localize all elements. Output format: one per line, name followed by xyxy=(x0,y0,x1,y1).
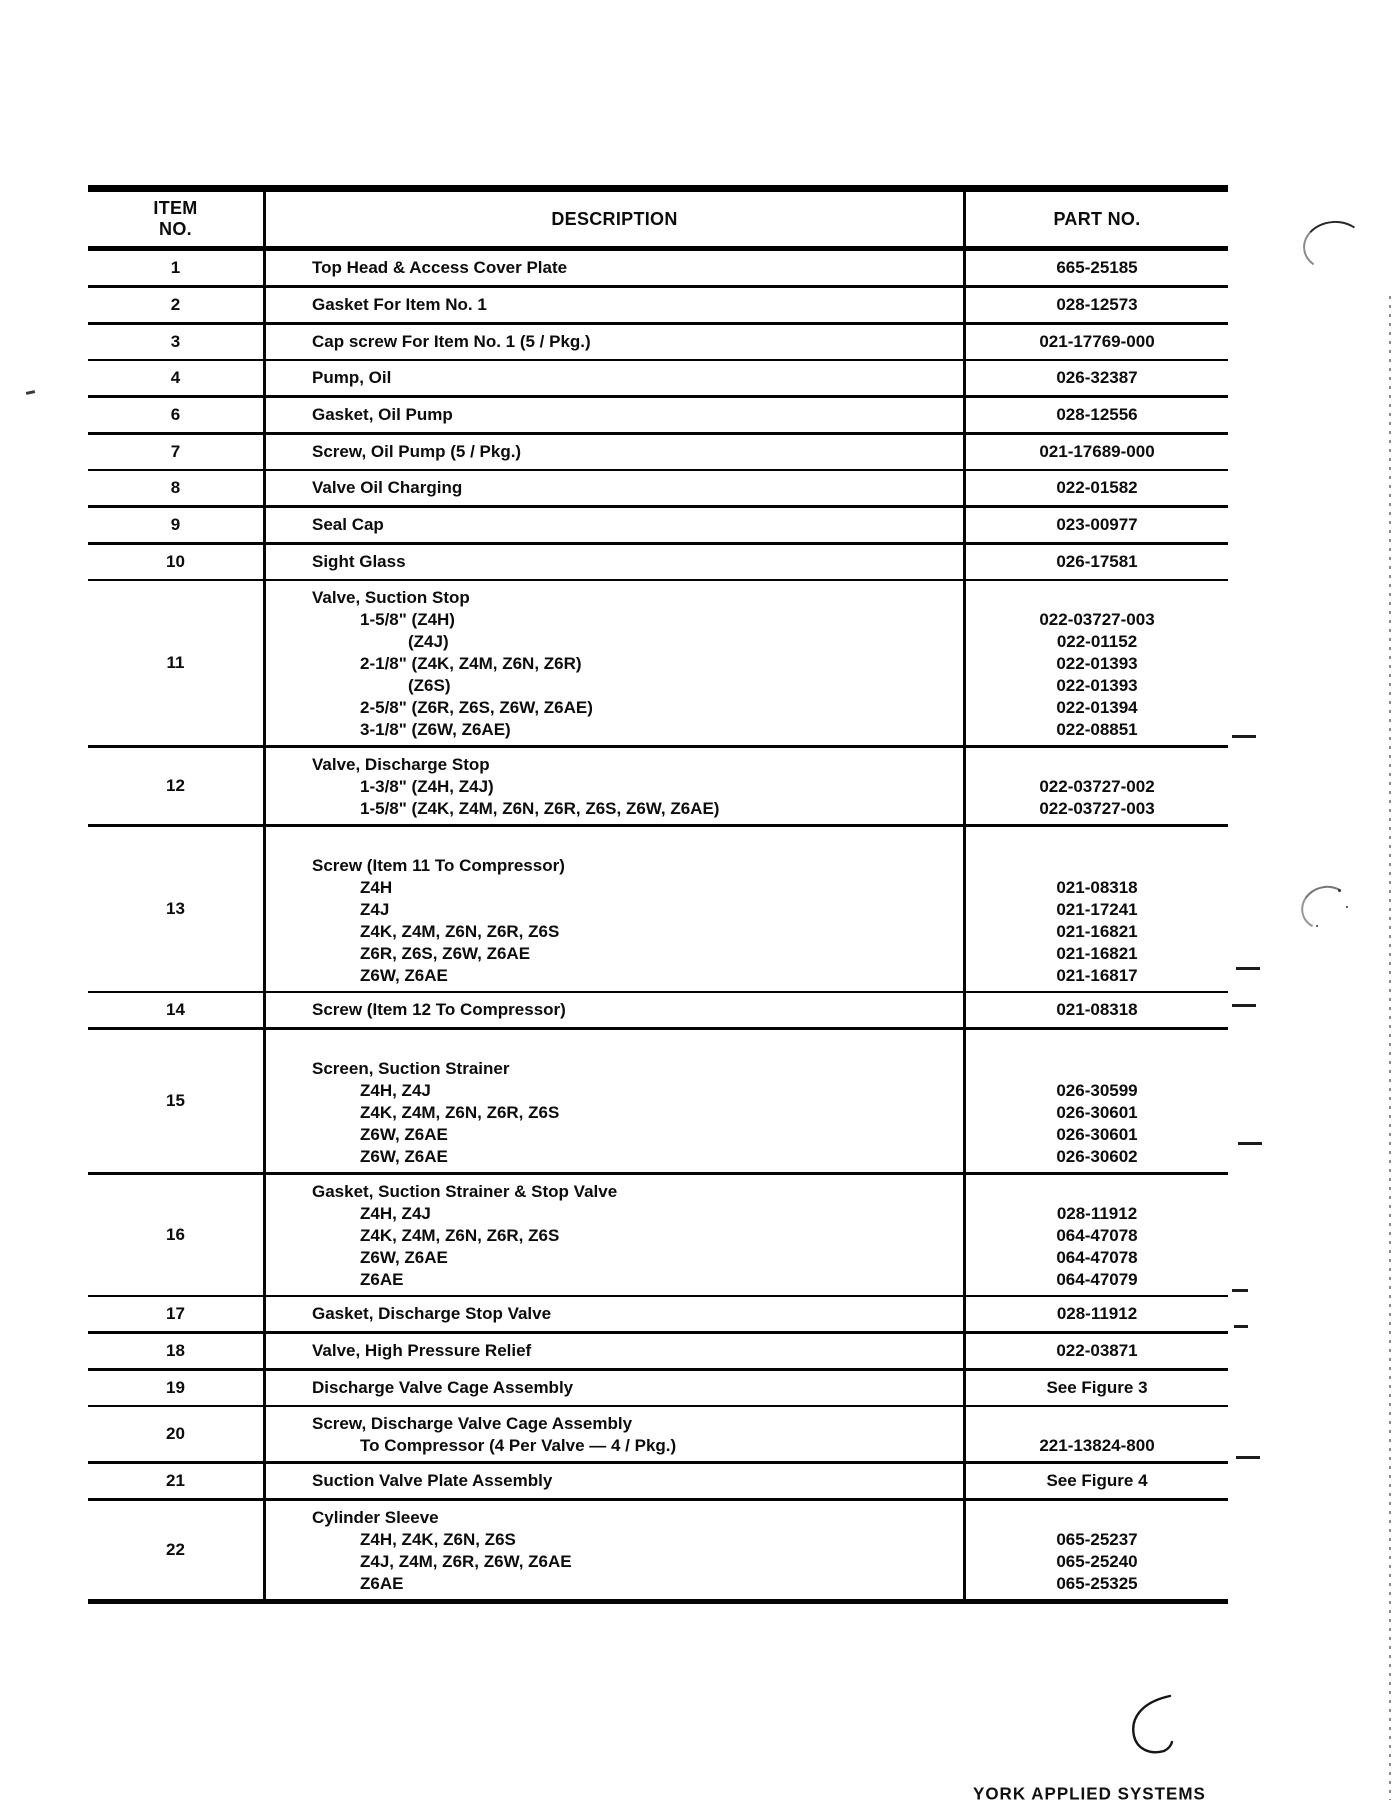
item-no-cell: 21 xyxy=(166,1471,185,1490)
parts-table xyxy=(88,185,1228,1604)
table-row xyxy=(88,251,1228,288)
description-line: Z4K, Z4M, Z6N, Z6R, Z6S xyxy=(360,1103,560,1122)
description-cell xyxy=(263,1030,963,1172)
part-no-line: 065-25237 xyxy=(1056,1530,1138,1549)
table-row xyxy=(88,1464,1228,1501)
part-no-line: 023-00977 xyxy=(1056,515,1138,534)
part-no-line xyxy=(966,1058,1228,1080)
description-cell xyxy=(263,325,963,359)
table-row xyxy=(88,1371,1228,1407)
table-row xyxy=(88,398,1228,435)
description-cell xyxy=(263,508,963,542)
description-line: To Compressor (4 Per Valve — 4 / Pkg.) xyxy=(360,1436,677,1455)
table-row xyxy=(88,1175,1228,1297)
part-no-cell xyxy=(963,288,1228,322)
part-no-line: 064-47079 xyxy=(1056,1270,1138,1289)
part-no-line: 022-03727-003 xyxy=(1039,799,1155,818)
table-row xyxy=(88,1297,1228,1334)
description-line: Seal Cap xyxy=(312,515,384,534)
description-line: Gasket, Suction Strainer & Stop Valve xyxy=(312,1182,618,1201)
description-line: 2-5/8" (Z6R, Z6S, Z6W, Z6AE) xyxy=(360,698,593,717)
item-no-header-line2: NO. xyxy=(159,219,192,239)
part-no-line xyxy=(966,833,1228,855)
description-line: Pump, Oil xyxy=(312,368,392,387)
part-no-cell xyxy=(963,435,1228,469)
description-line: Screw (Item 11 To Compressor) xyxy=(312,856,565,875)
item-no-header-line1: ITEM xyxy=(153,198,198,218)
table-row xyxy=(88,1334,1228,1371)
description-line: Gasket, Oil Pump xyxy=(312,405,453,424)
part-no-line: 022-01582 xyxy=(1056,478,1138,497)
description-cell xyxy=(263,251,963,285)
description-line: 1-5/8" (Z4K, Z4M, Z6N, Z6R, Z6S, Z6W, Z6AE) xyxy=(360,799,720,818)
description-line xyxy=(312,833,955,855)
part-no-line: 026-30601 xyxy=(1056,1125,1138,1144)
description-line: Sight Glass xyxy=(312,552,406,571)
part-no-cell xyxy=(963,1334,1228,1368)
part-no-line: 021-16817 xyxy=(1056,966,1138,985)
scan-artifact-dotted-line xyxy=(1389,296,1391,1800)
part-no-line: 022-03871 xyxy=(1056,1341,1138,1360)
description-line: Z4H, Z4J xyxy=(360,1081,431,1100)
part-no-cell xyxy=(963,993,1228,1027)
item-no-header xyxy=(88,192,263,246)
item-no-cell: 4 xyxy=(170,368,181,387)
part-no-line xyxy=(966,754,1228,776)
item-no-cell: 2 xyxy=(170,295,181,314)
part-no-line: 021-17241 xyxy=(1056,900,1138,919)
description-line: Z6W, Z6AE xyxy=(360,966,448,985)
description-line: 1-3/8" (Z4H, Z4J) xyxy=(360,777,494,796)
description-cell xyxy=(263,1407,963,1461)
description-header: DESCRIPTION xyxy=(263,192,963,246)
part-no-cell xyxy=(963,1175,1228,1295)
description-cell xyxy=(263,1175,963,1295)
description-line: Valve, Discharge Stop xyxy=(312,755,490,774)
part-no-cell xyxy=(963,1501,1228,1599)
description-line: Valve Oil Charging xyxy=(312,478,463,497)
part-no-line: 022-08851 xyxy=(1056,720,1138,739)
part-no-line: 064-47078 xyxy=(1056,1226,1138,1245)
item-no-cell: 19 xyxy=(166,1378,185,1397)
part-no-line: 028-11912 xyxy=(1056,1204,1138,1223)
description-cell xyxy=(263,1501,963,1599)
part-no-line: 026-30599 xyxy=(1056,1081,1138,1100)
table-row xyxy=(88,288,1228,325)
item-no-cell: 16 xyxy=(166,1225,185,1244)
description-line: 3-1/8" (Z6W, Z6AE) xyxy=(360,720,511,739)
scan-artifact-dot xyxy=(1316,925,1318,927)
item-no-cell: 10 xyxy=(166,552,185,571)
part-no-line: 022-01393 xyxy=(1056,676,1138,695)
table-row xyxy=(88,581,1228,748)
item-no-cell: 12 xyxy=(166,776,185,795)
description-line: Z4J, Z4M, Z6R, Z6W, Z6AE xyxy=(360,1552,572,1571)
item-no-cell: 6 xyxy=(170,405,181,424)
footer-publisher-text: YORK APPLIED SYSTEMS xyxy=(973,1784,1206,1800)
description-line: 1-5/8" (Z4H) xyxy=(360,610,455,629)
part-no-line: 021-16821 xyxy=(1056,944,1138,963)
part-no-cell xyxy=(963,361,1228,395)
item-no-cell: 8 xyxy=(170,478,181,497)
description-line: Z4H, Z4K, Z6N, Z6S xyxy=(360,1530,516,1549)
part-no-cell xyxy=(963,471,1228,505)
part-no-line: 021-08318 xyxy=(1056,1000,1138,1019)
table-row xyxy=(88,508,1228,545)
part-no-line: 022-03727-002 xyxy=(1039,777,1155,796)
part-no-cell xyxy=(963,325,1228,359)
description-line: (Z6S) xyxy=(408,676,451,695)
part-no-line: See Figure 3 xyxy=(1046,1378,1148,1397)
description-line: Z6W, Z6AE xyxy=(360,1147,448,1166)
part-no-cell xyxy=(963,398,1228,432)
part-no-line: 022-01152 xyxy=(1056,632,1138,651)
scan-artifact-squiggle xyxy=(1296,881,1355,936)
description-line: Z4J xyxy=(360,900,390,919)
description-line: Z6AE xyxy=(360,1574,404,1593)
part-no-line: 665-25185 xyxy=(1056,258,1138,277)
description-line: Screen, Suction Strainer xyxy=(312,1059,510,1078)
table-row xyxy=(88,545,1228,581)
part-no-cell xyxy=(963,1464,1228,1498)
part-no-line: 021-17769-000 xyxy=(1039,332,1155,351)
part-no-line xyxy=(966,1181,1228,1203)
table-row xyxy=(88,1501,1228,1604)
part-no-line: 026-17581 xyxy=(1056,552,1138,571)
description-cell xyxy=(263,993,963,1027)
part-no-cell xyxy=(963,545,1228,579)
description-cell xyxy=(263,1334,963,1368)
scan-artifact-tick xyxy=(1236,1456,1260,1459)
description-cell xyxy=(263,545,963,579)
scan-artifact-mark xyxy=(26,390,35,395)
description-line: Screw (Item 12 To Compressor) xyxy=(312,1000,566,1019)
description-line: Gasket, Discharge Stop Valve xyxy=(312,1304,552,1323)
part-no-line: 064-47078 xyxy=(1056,1248,1138,1267)
scan-artifact-tick xyxy=(1232,1289,1248,1292)
part-no-line: 022-01394 xyxy=(1056,698,1138,717)
table-row xyxy=(88,827,1228,993)
description-line: Z4K, Z4M, Z6N, Z6R, Z6S xyxy=(360,922,560,941)
description-line: Discharge Valve Cage Assembly xyxy=(312,1378,574,1397)
description-line xyxy=(312,1036,955,1058)
description-line: Z6R, Z6S, Z6W, Z6AE xyxy=(360,944,531,963)
description-line: Z6AE xyxy=(360,1270,404,1289)
description-line: (Z4J) xyxy=(408,632,449,651)
part-no-line: 021-17689-000 xyxy=(1039,442,1155,461)
description-line: Suction Valve Plate Assembly xyxy=(312,1471,553,1490)
part-no-line xyxy=(966,1507,1228,1529)
description-cell xyxy=(263,361,963,395)
part-no-line: 026-30602 xyxy=(1056,1147,1138,1166)
description-cell xyxy=(263,471,963,505)
item-no-cell: 7 xyxy=(170,442,181,461)
table-row xyxy=(88,993,1228,1030)
description-line: Z4H, Z4J xyxy=(360,1204,431,1223)
description-line: Z6W, Z6AE xyxy=(360,1125,448,1144)
part-no-cell xyxy=(963,1297,1228,1331)
item-no-cell: 22 xyxy=(166,1540,185,1559)
description-line: Screw, Oil Pump (5 / Pkg.) xyxy=(312,442,522,461)
scan-artifact-tick xyxy=(1232,1004,1256,1007)
description-cell xyxy=(263,581,963,745)
part-no-line xyxy=(966,1036,1228,1058)
part-no-line: 028-12556 xyxy=(1056,405,1138,424)
part-no-cell xyxy=(963,1407,1228,1461)
part-no-line: See Figure 4 xyxy=(1046,1471,1148,1490)
scan-artifact-dot xyxy=(1338,889,1341,892)
description-line: Z6W, Z6AE xyxy=(360,1248,448,1267)
part-no-line: 021-16821 xyxy=(1056,922,1138,941)
item-no-cell: 11 xyxy=(166,653,185,672)
table-row xyxy=(88,1407,1228,1464)
description-cell xyxy=(263,398,963,432)
part-no-line xyxy=(966,1413,1228,1435)
part-no-line: 028-11912 xyxy=(1056,1304,1138,1323)
description-cell xyxy=(263,1371,963,1405)
part-no-cell xyxy=(963,581,1228,745)
scan-artifact-tick xyxy=(1238,1142,1262,1145)
description-cell xyxy=(263,1464,963,1498)
part-no-line: 026-30601 xyxy=(1056,1103,1138,1122)
part-no-cell xyxy=(963,827,1228,991)
scan-artifact-tick xyxy=(1234,1325,1248,1328)
item-no-cell: 9 xyxy=(170,515,181,534)
table-row xyxy=(88,471,1228,508)
part-no-cell xyxy=(963,251,1228,285)
item-no-cell: 1 xyxy=(170,258,181,277)
scan-artifact-dot xyxy=(1346,906,1348,908)
part-no-line: 021-08318 xyxy=(1056,878,1138,897)
part-no-line: 221-13824-800 xyxy=(1039,1436,1155,1455)
scan-artifact-arc xyxy=(1301,218,1368,274)
part-no-line: 028-12573 xyxy=(1056,295,1138,314)
scan-artifact-tick xyxy=(1232,735,1256,738)
description-cell xyxy=(263,288,963,322)
part-no-cell xyxy=(963,748,1228,824)
item-no-cell: 17 xyxy=(166,1304,185,1323)
part-no-cell xyxy=(963,508,1228,542)
table-header-row xyxy=(88,192,1228,251)
item-no-cell: 13 xyxy=(166,899,185,918)
item-no-cell: 15 xyxy=(166,1091,185,1110)
part-no-line xyxy=(966,855,1228,877)
description-line: Z4H xyxy=(360,878,393,897)
part-no-cell xyxy=(963,1371,1228,1405)
description-line: Cylinder Sleeve xyxy=(312,1508,439,1527)
part-no-line: 065-25240 xyxy=(1056,1552,1138,1571)
table-row xyxy=(88,435,1228,471)
table-row xyxy=(88,1030,1228,1175)
scan-artifact-curl xyxy=(1126,1692,1178,1756)
description-line: Top Head & Access Cover Plate xyxy=(312,258,568,277)
description-line: 2-1/8" (Z4K, Z4M, Z6N, Z6R) xyxy=(360,654,582,673)
part-no-header: PART NO. xyxy=(963,192,1228,246)
table-row xyxy=(88,361,1228,398)
description-line: Gasket For Item No. 1 xyxy=(312,295,487,314)
description-line: Screw, Discharge Valve Cage Assembly xyxy=(312,1414,633,1433)
table-row xyxy=(88,325,1228,361)
part-no-line: 026-32387 xyxy=(1056,368,1138,387)
part-no-line: 022-01393 xyxy=(1056,654,1138,673)
part-no-cell xyxy=(963,1030,1228,1172)
part-no-line: 065-25325 xyxy=(1056,1574,1138,1593)
description-line: Cap screw For Item No. 1 (5 / Pkg.) xyxy=(312,332,591,351)
item-no-cell: 20 xyxy=(166,1424,185,1443)
description-cell xyxy=(263,1297,963,1331)
table-row xyxy=(88,748,1228,827)
scan-artifact-tick xyxy=(1236,967,1260,970)
description-line: Z4K, Z4M, Z6N, Z6R, Z6S xyxy=(360,1226,560,1245)
description-line: Valve, Suction Stop xyxy=(312,588,470,607)
description-cell xyxy=(263,827,963,991)
parts-table-body xyxy=(88,251,1228,1604)
description-line: Valve, High Pressure Relief xyxy=(312,1341,532,1360)
part-no-line xyxy=(966,587,1228,609)
item-no-cell: 3 xyxy=(170,332,181,351)
description-cell xyxy=(263,748,963,824)
item-no-cell: 14 xyxy=(166,1000,185,1019)
item-no-cell: 18 xyxy=(166,1341,185,1360)
description-cell xyxy=(263,435,963,469)
part-no-line: 022-03727-003 xyxy=(1039,610,1155,629)
